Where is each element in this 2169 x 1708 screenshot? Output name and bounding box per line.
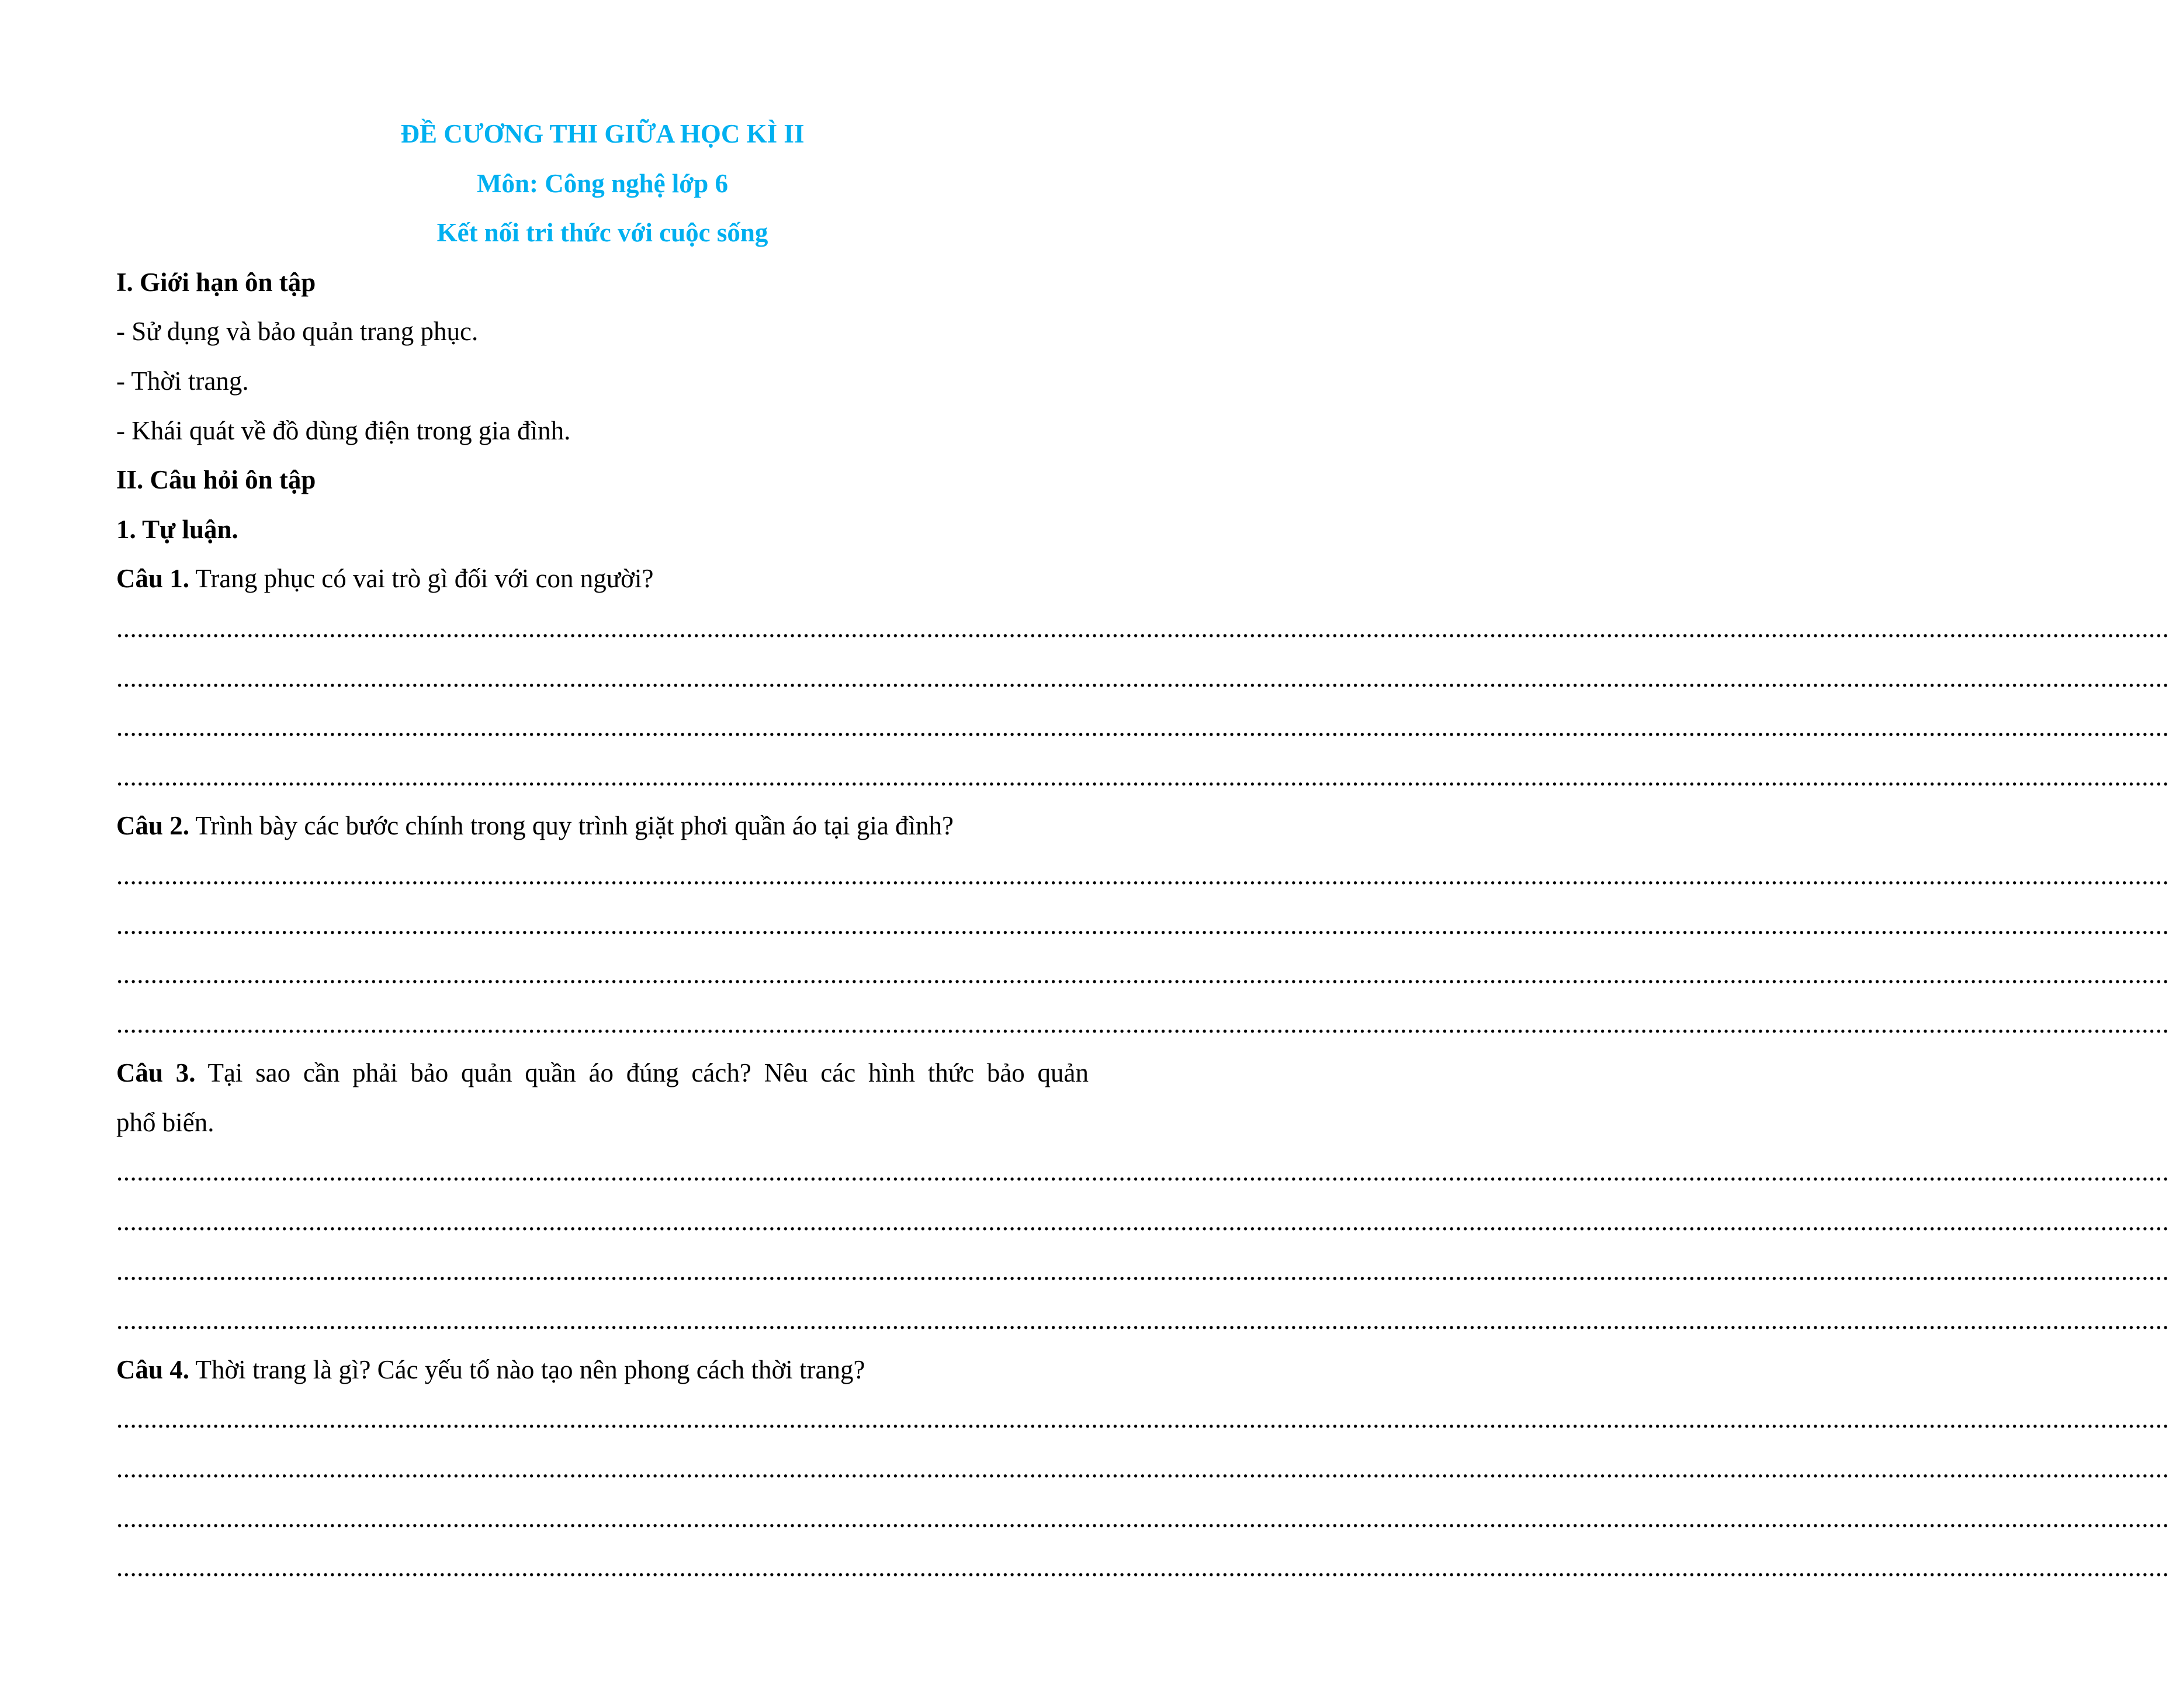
- answer-line: ...........................................................................................................................................................................................................................................................................................................: [116, 860, 2169, 890]
- answer-line: ...........................................................................................................................................................................................................................................................................................................: [116, 1207, 2169, 1236]
- answer-line: ...........................................................................................................................................................................................................................................................................................................: [116, 761, 2169, 791]
- section-2-heading: II. Câu hỏi ôn tập: [116, 465, 316, 495]
- scope-item: - Thời trang.: [116, 366, 249, 396]
- section-1-heading: I. Giới hạn ôn tập: [116, 267, 316, 297]
- answer-line: ...........................................................................................................................................................................................................................................................................................................: [116, 959, 2169, 989]
- question-3: [116, 1048, 1089, 1098]
- answer-line: ...........................................................................................................................................................................................................................................................................................................: [116, 1009, 2169, 1038]
- answer-line: ...........................................................................................................................................................................................................................................................................................................: [116, 613, 2169, 643]
- doc-series: Kết nối tri thức với cuộc sống: [436, 218, 768, 248]
- answer-line: ...........................................................................................................................................................................................................................................................................................................: [116, 1454, 2169, 1484]
- question-text: Trang phục có vai trò gì đối với con người?: [189, 564, 654, 594]
- essay-subheading: 1. Tự luận.: [116, 514, 238, 544]
- answer-line: ...........................................................................................................................................................................................................................................................................................................: [116, 1305, 2169, 1335]
- question-text: Tại sao cần phải bảo quản quần áo đúng cách? Nêu các hình thức bảo quản: [195, 1058, 1089, 1088]
- answer-line: ...........................................................................................................................................................................................................................................................................................................: [116, 910, 2169, 940]
- document-page: [116, 109, 2169, 1592]
- answer-line: ...........................................................................................................................................................................................................................................................................................................: [116, 1157, 2169, 1187]
- answer-line: ...........................................................................................................................................................................................................................................................................................................: [116, 1503, 2169, 1533]
- question-text: Trình bày các bước chính trong quy trình giặt phơi quần áo tại gia đình?: [189, 811, 954, 841]
- question-text: Thời trang là gì? Các yếu tố nào tạo nên phong cách thời trang?: [189, 1354, 865, 1384]
- question-2: [116, 801, 1089, 851]
- question-label: Câu 3.: [116, 1058, 196, 1088]
- answer-line: ...........................................................................................................................................................................................................................................................................................................: [116, 712, 2169, 742]
- question-label: Câu 4.: [116, 1354, 190, 1384]
- answer-line: ...........................................................................................................................................................................................................................................................................................................: [116, 1256, 2169, 1286]
- question-3-continued: phổ biến.: [116, 1107, 214, 1137]
- answer-line: ...........................................................................................................................................................................................................................................................................................................: [116, 663, 2169, 692]
- answer-line: ...........................................................................................................................................................................................................................................................................................................: [116, 1404, 2169, 1434]
- question-1: [116, 554, 1089, 604]
- question-4: [116, 1345, 1089, 1395]
- scope-item: - Khái quát về đồ dùng điện trong gia đình.: [116, 415, 571, 445]
- question-label: Câu 2.: [116, 811, 190, 841]
- scope-item: - Sử dụng và bảo quản trang phục.: [116, 317, 479, 347]
- answer-line: ...........................................................................................................................................................................................................................................................................................................: [116, 1553, 2169, 1582]
- question-label: Câu 1.: [116, 564, 190, 594]
- doc-title: ĐỀ CƯƠNG THI GIỮA HỌC KÌ II: [400, 119, 805, 148]
- doc-subject: Môn: Công nghệ lớp 6: [477, 168, 728, 198]
